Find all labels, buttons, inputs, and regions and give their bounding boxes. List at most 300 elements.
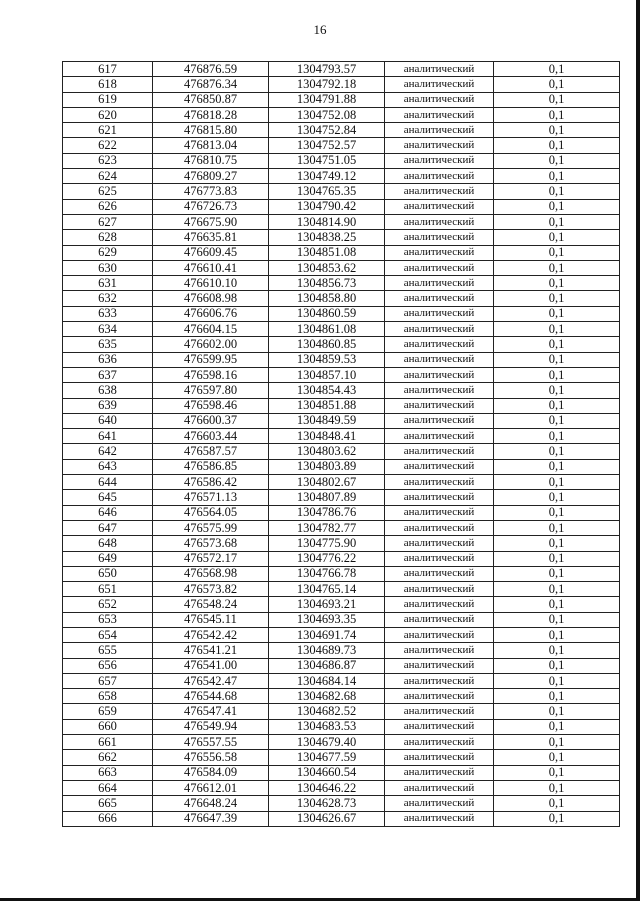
y-coordinate-cell: 1304856.73 (269, 276, 385, 291)
accuracy-cell: 0,1 (494, 444, 620, 459)
x-coordinate-cell: 476610.10 (153, 276, 269, 291)
point-number-cell: 647 (63, 520, 153, 535)
accuracy-cell: 0,1 (494, 352, 620, 367)
accuracy-cell: 0,1 (494, 597, 620, 612)
point-number-cell: 658 (63, 689, 153, 704)
y-coordinate-cell: 1304814.90 (269, 214, 385, 229)
accuracy-cell: 0,1 (494, 169, 620, 184)
method-cell: аналитический (385, 459, 494, 474)
point-number-cell: 661 (63, 735, 153, 750)
point-number-cell: 664 (63, 780, 153, 795)
point-number-cell: 652 (63, 597, 153, 612)
accuracy-cell: 0,1 (494, 123, 620, 138)
accuracy-cell: 0,1 (494, 184, 620, 199)
y-coordinate-cell: 1304766.78 (269, 566, 385, 581)
coordinates-table-body (63, 62, 620, 827)
accuracy-cell: 0,1 (494, 765, 620, 780)
table-row (63, 123, 620, 138)
y-coordinate-cell: 1304660.54 (269, 765, 385, 780)
accuracy-cell: 0,1 (494, 643, 620, 658)
table-row (63, 276, 620, 291)
table-row (63, 582, 620, 597)
accuracy-cell: 0,1 (494, 62, 620, 77)
table-row (63, 566, 620, 581)
table-row (63, 199, 620, 214)
accuracy-cell: 0,1 (494, 520, 620, 535)
point-number-cell: 640 (63, 413, 153, 428)
x-coordinate-cell: 476809.27 (153, 169, 269, 184)
x-coordinate-cell: 476564.05 (153, 505, 269, 520)
method-cell: аналитический (385, 780, 494, 795)
accuracy-cell: 0,1 (494, 429, 620, 444)
method-cell: аналитический (385, 490, 494, 505)
accuracy-cell: 0,1 (494, 459, 620, 474)
x-coordinate-cell: 476598.16 (153, 367, 269, 382)
method-cell: аналитический (385, 92, 494, 107)
x-coordinate-cell: 476541.21 (153, 643, 269, 658)
y-coordinate-cell: 1304793.57 (269, 62, 385, 77)
y-coordinate-cell: 1304765.14 (269, 582, 385, 597)
x-coordinate-cell: 476810.75 (153, 153, 269, 168)
accuracy-cell: 0,1 (494, 138, 620, 153)
table-row (63, 719, 620, 734)
x-coordinate-cell: 476600.37 (153, 413, 269, 428)
point-number-cell: 645 (63, 490, 153, 505)
table-row (63, 536, 620, 551)
point-number-cell: 619 (63, 92, 153, 107)
point-number-cell: 644 (63, 475, 153, 490)
table-row (63, 780, 620, 795)
y-coordinate-cell: 1304859.53 (269, 352, 385, 367)
y-coordinate-cell: 1304626.67 (269, 811, 385, 826)
table-row (63, 138, 620, 153)
accuracy-cell: 0,1 (494, 367, 620, 382)
y-coordinate-cell: 1304752.57 (269, 138, 385, 153)
accuracy-cell: 0,1 (494, 750, 620, 765)
table-row (63, 291, 620, 306)
accuracy-cell: 0,1 (494, 566, 620, 581)
point-number-cell: 617 (63, 62, 153, 77)
x-coordinate-cell: 476876.59 (153, 62, 269, 77)
point-number-cell: 655 (63, 643, 153, 658)
table-row (63, 214, 620, 229)
point-number-cell: 662 (63, 750, 153, 765)
x-coordinate-cell: 476603.44 (153, 429, 269, 444)
table-row (63, 735, 620, 750)
x-coordinate-cell: 476773.83 (153, 184, 269, 199)
method-cell: аналитический (385, 520, 494, 535)
table-row (63, 643, 620, 658)
point-number-cell: 626 (63, 199, 153, 214)
method-cell: аналитический (385, 765, 494, 780)
accuracy-cell: 0,1 (494, 627, 620, 642)
y-coordinate-cell: 1304791.88 (269, 92, 385, 107)
x-coordinate-cell: 476568.98 (153, 566, 269, 581)
x-coordinate-cell: 476635.81 (153, 230, 269, 245)
point-number-cell: 625 (63, 184, 153, 199)
table-row (63, 92, 620, 107)
method-cell: аналитический (385, 260, 494, 275)
table-row (63, 153, 620, 168)
table-row (63, 184, 620, 199)
y-coordinate-cell: 1304682.52 (269, 704, 385, 719)
point-number-cell: 646 (63, 505, 153, 520)
table-row (63, 337, 620, 352)
accuracy-cell: 0,1 (494, 153, 620, 168)
point-number-cell: 665 (63, 796, 153, 811)
table-row (63, 413, 620, 428)
x-coordinate-cell: 476587.57 (153, 444, 269, 459)
point-number-cell: 628 (63, 230, 153, 245)
y-coordinate-cell: 1304838.25 (269, 230, 385, 245)
y-coordinate-cell: 1304853.62 (269, 260, 385, 275)
point-number-cell: 633 (63, 306, 153, 321)
table-row (63, 367, 620, 382)
x-coordinate-cell: 476544.68 (153, 689, 269, 704)
y-coordinate-cell: 1304751.05 (269, 153, 385, 168)
method-cell: аналитический (385, 536, 494, 551)
accuracy-cell: 0,1 (494, 214, 620, 229)
table-row (63, 230, 620, 245)
point-number-cell: 631 (63, 276, 153, 291)
point-number-cell: 657 (63, 673, 153, 688)
x-coordinate-cell: 476606.76 (153, 306, 269, 321)
x-coordinate-cell: 476850.87 (153, 92, 269, 107)
table-row (63, 597, 620, 612)
y-coordinate-cell: 1304860.59 (269, 306, 385, 321)
point-number-cell: 624 (63, 169, 153, 184)
method-cell: аналитический (385, 673, 494, 688)
method-cell: аналитический (385, 62, 494, 77)
accuracy-cell: 0,1 (494, 536, 620, 551)
y-coordinate-cell: 1304689.73 (269, 643, 385, 658)
coordinates-table (62, 61, 620, 827)
method-cell: аналитический (385, 276, 494, 291)
point-number-cell: 636 (63, 352, 153, 367)
y-coordinate-cell: 1304765.35 (269, 184, 385, 199)
method-cell: аналитический (385, 582, 494, 597)
point-number-cell: 663 (63, 765, 153, 780)
table-row (63, 811, 620, 826)
accuracy-cell: 0,1 (494, 291, 620, 306)
method-cell: аналитический (385, 505, 494, 520)
x-coordinate-cell: 476541.00 (153, 658, 269, 673)
x-coordinate-cell: 476575.99 (153, 520, 269, 535)
point-number-cell: 632 (63, 291, 153, 306)
accuracy-cell: 0,1 (494, 260, 620, 275)
accuracy-cell: 0,1 (494, 413, 620, 428)
accuracy-cell: 0,1 (494, 704, 620, 719)
x-coordinate-cell: 476586.85 (153, 459, 269, 474)
accuracy-cell: 0,1 (494, 780, 620, 795)
table-row (63, 260, 620, 275)
table-row (63, 551, 620, 566)
y-coordinate-cell: 1304782.77 (269, 520, 385, 535)
method-cell: аналитический (385, 291, 494, 306)
accuracy-cell: 0,1 (494, 673, 620, 688)
table-row (63, 62, 620, 77)
x-coordinate-cell: 476556.58 (153, 750, 269, 765)
x-coordinate-cell: 476608.98 (153, 291, 269, 306)
method-cell: аналитический (385, 306, 494, 321)
method-cell: аналитический (385, 398, 494, 413)
y-coordinate-cell: 1304786.76 (269, 505, 385, 520)
x-coordinate-cell: 476584.09 (153, 765, 269, 780)
method-cell: аналитический (385, 750, 494, 765)
point-number-cell: 638 (63, 383, 153, 398)
method-cell: аналитический (385, 413, 494, 428)
y-coordinate-cell: 1304693.21 (269, 597, 385, 612)
method-cell: аналитический (385, 123, 494, 138)
method-cell: аналитический (385, 337, 494, 352)
y-coordinate-cell: 1304861.08 (269, 322, 385, 337)
accuracy-cell: 0,1 (494, 719, 620, 734)
method-cell: аналитический (385, 77, 494, 92)
table-row (63, 658, 620, 673)
x-coordinate-cell: 476573.68 (153, 536, 269, 551)
point-number-cell: 629 (63, 245, 153, 260)
method-cell: аналитический (385, 475, 494, 490)
method-cell: аналитический (385, 352, 494, 367)
point-number-cell: 634 (63, 322, 153, 337)
y-coordinate-cell: 1304792.18 (269, 77, 385, 92)
method-cell: аналитический (385, 199, 494, 214)
x-coordinate-cell: 476549.94 (153, 719, 269, 734)
accuracy-cell: 0,1 (494, 306, 620, 321)
point-number-cell: 627 (63, 214, 153, 229)
accuracy-cell: 0,1 (494, 230, 620, 245)
x-coordinate-cell: 476598.46 (153, 398, 269, 413)
method-cell: аналитический (385, 214, 494, 229)
point-number-cell: 630 (63, 260, 153, 275)
point-number-cell: 650 (63, 566, 153, 581)
y-coordinate-cell: 1304683.53 (269, 719, 385, 734)
y-coordinate-cell: 1304628.73 (269, 796, 385, 811)
point-number-cell: 649 (63, 551, 153, 566)
table-row (63, 612, 620, 627)
method-cell: аналитический (385, 322, 494, 337)
x-coordinate-cell: 476602.00 (153, 337, 269, 352)
table-row (63, 77, 620, 92)
method-cell: аналитический (385, 643, 494, 658)
method-cell: аналитический (385, 444, 494, 459)
table-row (63, 689, 620, 704)
x-coordinate-cell: 476647.39 (153, 811, 269, 826)
method-cell: аналитический (385, 719, 494, 734)
accuracy-cell: 0,1 (494, 490, 620, 505)
x-coordinate-cell: 476612.01 (153, 780, 269, 795)
x-coordinate-cell: 476557.55 (153, 735, 269, 750)
y-coordinate-cell: 1304854.43 (269, 383, 385, 398)
method-cell: аналитический (385, 627, 494, 642)
x-coordinate-cell: 476586.42 (153, 475, 269, 490)
table-row (63, 475, 620, 490)
y-coordinate-cell: 1304848.41 (269, 429, 385, 444)
y-coordinate-cell: 1304860.85 (269, 337, 385, 352)
point-number-cell: 635 (63, 337, 153, 352)
y-coordinate-cell: 1304646.22 (269, 780, 385, 795)
accuracy-cell: 0,1 (494, 582, 620, 597)
x-coordinate-cell: 476571.13 (153, 490, 269, 505)
accuracy-cell: 0,1 (494, 245, 620, 260)
x-coordinate-cell: 476609.45 (153, 245, 269, 260)
table-row (63, 750, 620, 765)
table-row (63, 796, 620, 811)
table-row (63, 459, 620, 474)
y-coordinate-cell: 1304775.90 (269, 536, 385, 551)
point-number-cell: 648 (63, 536, 153, 551)
accuracy-cell: 0,1 (494, 658, 620, 673)
method-cell: аналитический (385, 551, 494, 566)
accuracy-cell: 0,1 (494, 199, 620, 214)
y-coordinate-cell: 1304802.67 (269, 475, 385, 490)
y-coordinate-cell: 1304858.80 (269, 291, 385, 306)
y-coordinate-cell: 1304679.40 (269, 735, 385, 750)
table-row (63, 627, 620, 642)
table-row (63, 306, 620, 321)
point-number-cell: 651 (63, 582, 153, 597)
x-coordinate-cell: 476610.41 (153, 260, 269, 275)
accuracy-cell: 0,1 (494, 612, 620, 627)
y-coordinate-cell: 1304752.84 (269, 123, 385, 138)
table-row (63, 107, 620, 122)
method-cell: аналитический (385, 796, 494, 811)
y-coordinate-cell: 1304776.22 (269, 551, 385, 566)
table-row (63, 490, 620, 505)
point-number-cell: 653 (63, 612, 153, 627)
y-coordinate-cell: 1304803.89 (269, 459, 385, 474)
y-coordinate-cell: 1304684.14 (269, 673, 385, 688)
accuracy-cell: 0,1 (494, 383, 620, 398)
method-cell: аналитический (385, 811, 494, 826)
table-row (63, 383, 620, 398)
table-row (63, 444, 620, 459)
method-cell: аналитический (385, 230, 494, 245)
x-coordinate-cell: 476815.80 (153, 123, 269, 138)
point-number-cell: 666 (63, 811, 153, 826)
table-row (63, 673, 620, 688)
accuracy-cell: 0,1 (494, 551, 620, 566)
accuracy-cell: 0,1 (494, 796, 620, 811)
table-row (63, 245, 620, 260)
page-number: 16 (313, 22, 327, 37)
accuracy-cell: 0,1 (494, 276, 620, 291)
y-coordinate-cell: 1304752.08 (269, 107, 385, 122)
accuracy-cell: 0,1 (494, 322, 620, 337)
x-coordinate-cell: 476648.24 (153, 796, 269, 811)
method-cell: аналитический (385, 245, 494, 260)
y-coordinate-cell: 1304803.62 (269, 444, 385, 459)
point-number-cell: 639 (63, 398, 153, 413)
x-coordinate-cell: 476726.73 (153, 199, 269, 214)
x-coordinate-cell: 476548.24 (153, 597, 269, 612)
point-number-cell: 643 (63, 459, 153, 474)
point-number-cell: 659 (63, 704, 153, 719)
method-cell: аналитический (385, 383, 494, 398)
x-coordinate-cell: 476597.80 (153, 383, 269, 398)
point-number-cell: 654 (63, 627, 153, 642)
table-row (63, 169, 620, 184)
x-coordinate-cell: 476675.90 (153, 214, 269, 229)
method-cell: аналитический (385, 612, 494, 627)
accuracy-cell: 0,1 (494, 107, 620, 122)
method-cell: аналитический (385, 566, 494, 581)
table-row (63, 398, 620, 413)
table-row (63, 429, 620, 444)
accuracy-cell: 0,1 (494, 505, 620, 520)
method-cell: аналитический (385, 367, 494, 382)
accuracy-cell: 0,1 (494, 689, 620, 704)
y-coordinate-cell: 1304807.89 (269, 490, 385, 505)
point-number-cell: 621 (63, 123, 153, 138)
x-coordinate-cell: 476599.95 (153, 352, 269, 367)
point-number-cell: 623 (63, 153, 153, 168)
table-row (63, 322, 620, 337)
accuracy-cell: 0,1 (494, 92, 620, 107)
x-coordinate-cell: 476545.11 (153, 612, 269, 627)
method-cell: аналитический (385, 169, 494, 184)
method-cell: аналитический (385, 689, 494, 704)
accuracy-cell: 0,1 (494, 475, 620, 490)
method-cell: аналитический (385, 429, 494, 444)
y-coordinate-cell: 1304790.42 (269, 199, 385, 214)
point-number-cell: 620 (63, 107, 153, 122)
accuracy-cell: 0,1 (494, 398, 620, 413)
y-coordinate-cell: 1304857.10 (269, 367, 385, 382)
accuracy-cell: 0,1 (494, 337, 620, 352)
x-coordinate-cell: 476547.41 (153, 704, 269, 719)
accuracy-cell: 0,1 (494, 735, 620, 750)
y-coordinate-cell: 1304686.87 (269, 658, 385, 673)
method-cell: аналитический (385, 107, 494, 122)
x-coordinate-cell: 476604.15 (153, 322, 269, 337)
table-row (63, 704, 620, 719)
point-number-cell: 642 (63, 444, 153, 459)
method-cell: аналитический (385, 704, 494, 719)
table-row (63, 765, 620, 780)
y-coordinate-cell: 1304851.08 (269, 245, 385, 260)
scan-edge-right (636, 0, 640, 901)
table-row (63, 505, 620, 520)
method-cell: аналитический (385, 153, 494, 168)
x-coordinate-cell: 476572.17 (153, 551, 269, 566)
method-cell: аналитический (385, 658, 494, 673)
x-coordinate-cell: 476573.82 (153, 582, 269, 597)
accuracy-cell: 0,1 (494, 77, 620, 92)
method-cell: аналитический (385, 735, 494, 750)
point-number-cell: 656 (63, 658, 153, 673)
point-number-cell: 637 (63, 367, 153, 382)
method-cell: аналитический (385, 597, 494, 612)
accuracy-cell: 0,1 (494, 811, 620, 826)
method-cell: аналитический (385, 138, 494, 153)
x-coordinate-cell: 476818.28 (153, 107, 269, 122)
method-cell: аналитический (385, 184, 494, 199)
x-coordinate-cell: 476542.47 (153, 673, 269, 688)
point-number-cell: 622 (63, 138, 153, 153)
table-row (63, 352, 620, 367)
point-number-cell: 641 (63, 429, 153, 444)
y-coordinate-cell: 1304677.59 (269, 750, 385, 765)
x-coordinate-cell: 476876.34 (153, 77, 269, 92)
table-row (63, 520, 620, 535)
x-coordinate-cell: 476813.04 (153, 138, 269, 153)
x-coordinate-cell: 476542.42 (153, 627, 269, 642)
y-coordinate-cell: 1304682.68 (269, 689, 385, 704)
point-number-cell: 618 (63, 77, 153, 92)
y-coordinate-cell: 1304693.35 (269, 612, 385, 627)
y-coordinate-cell: 1304849.59 (269, 413, 385, 428)
